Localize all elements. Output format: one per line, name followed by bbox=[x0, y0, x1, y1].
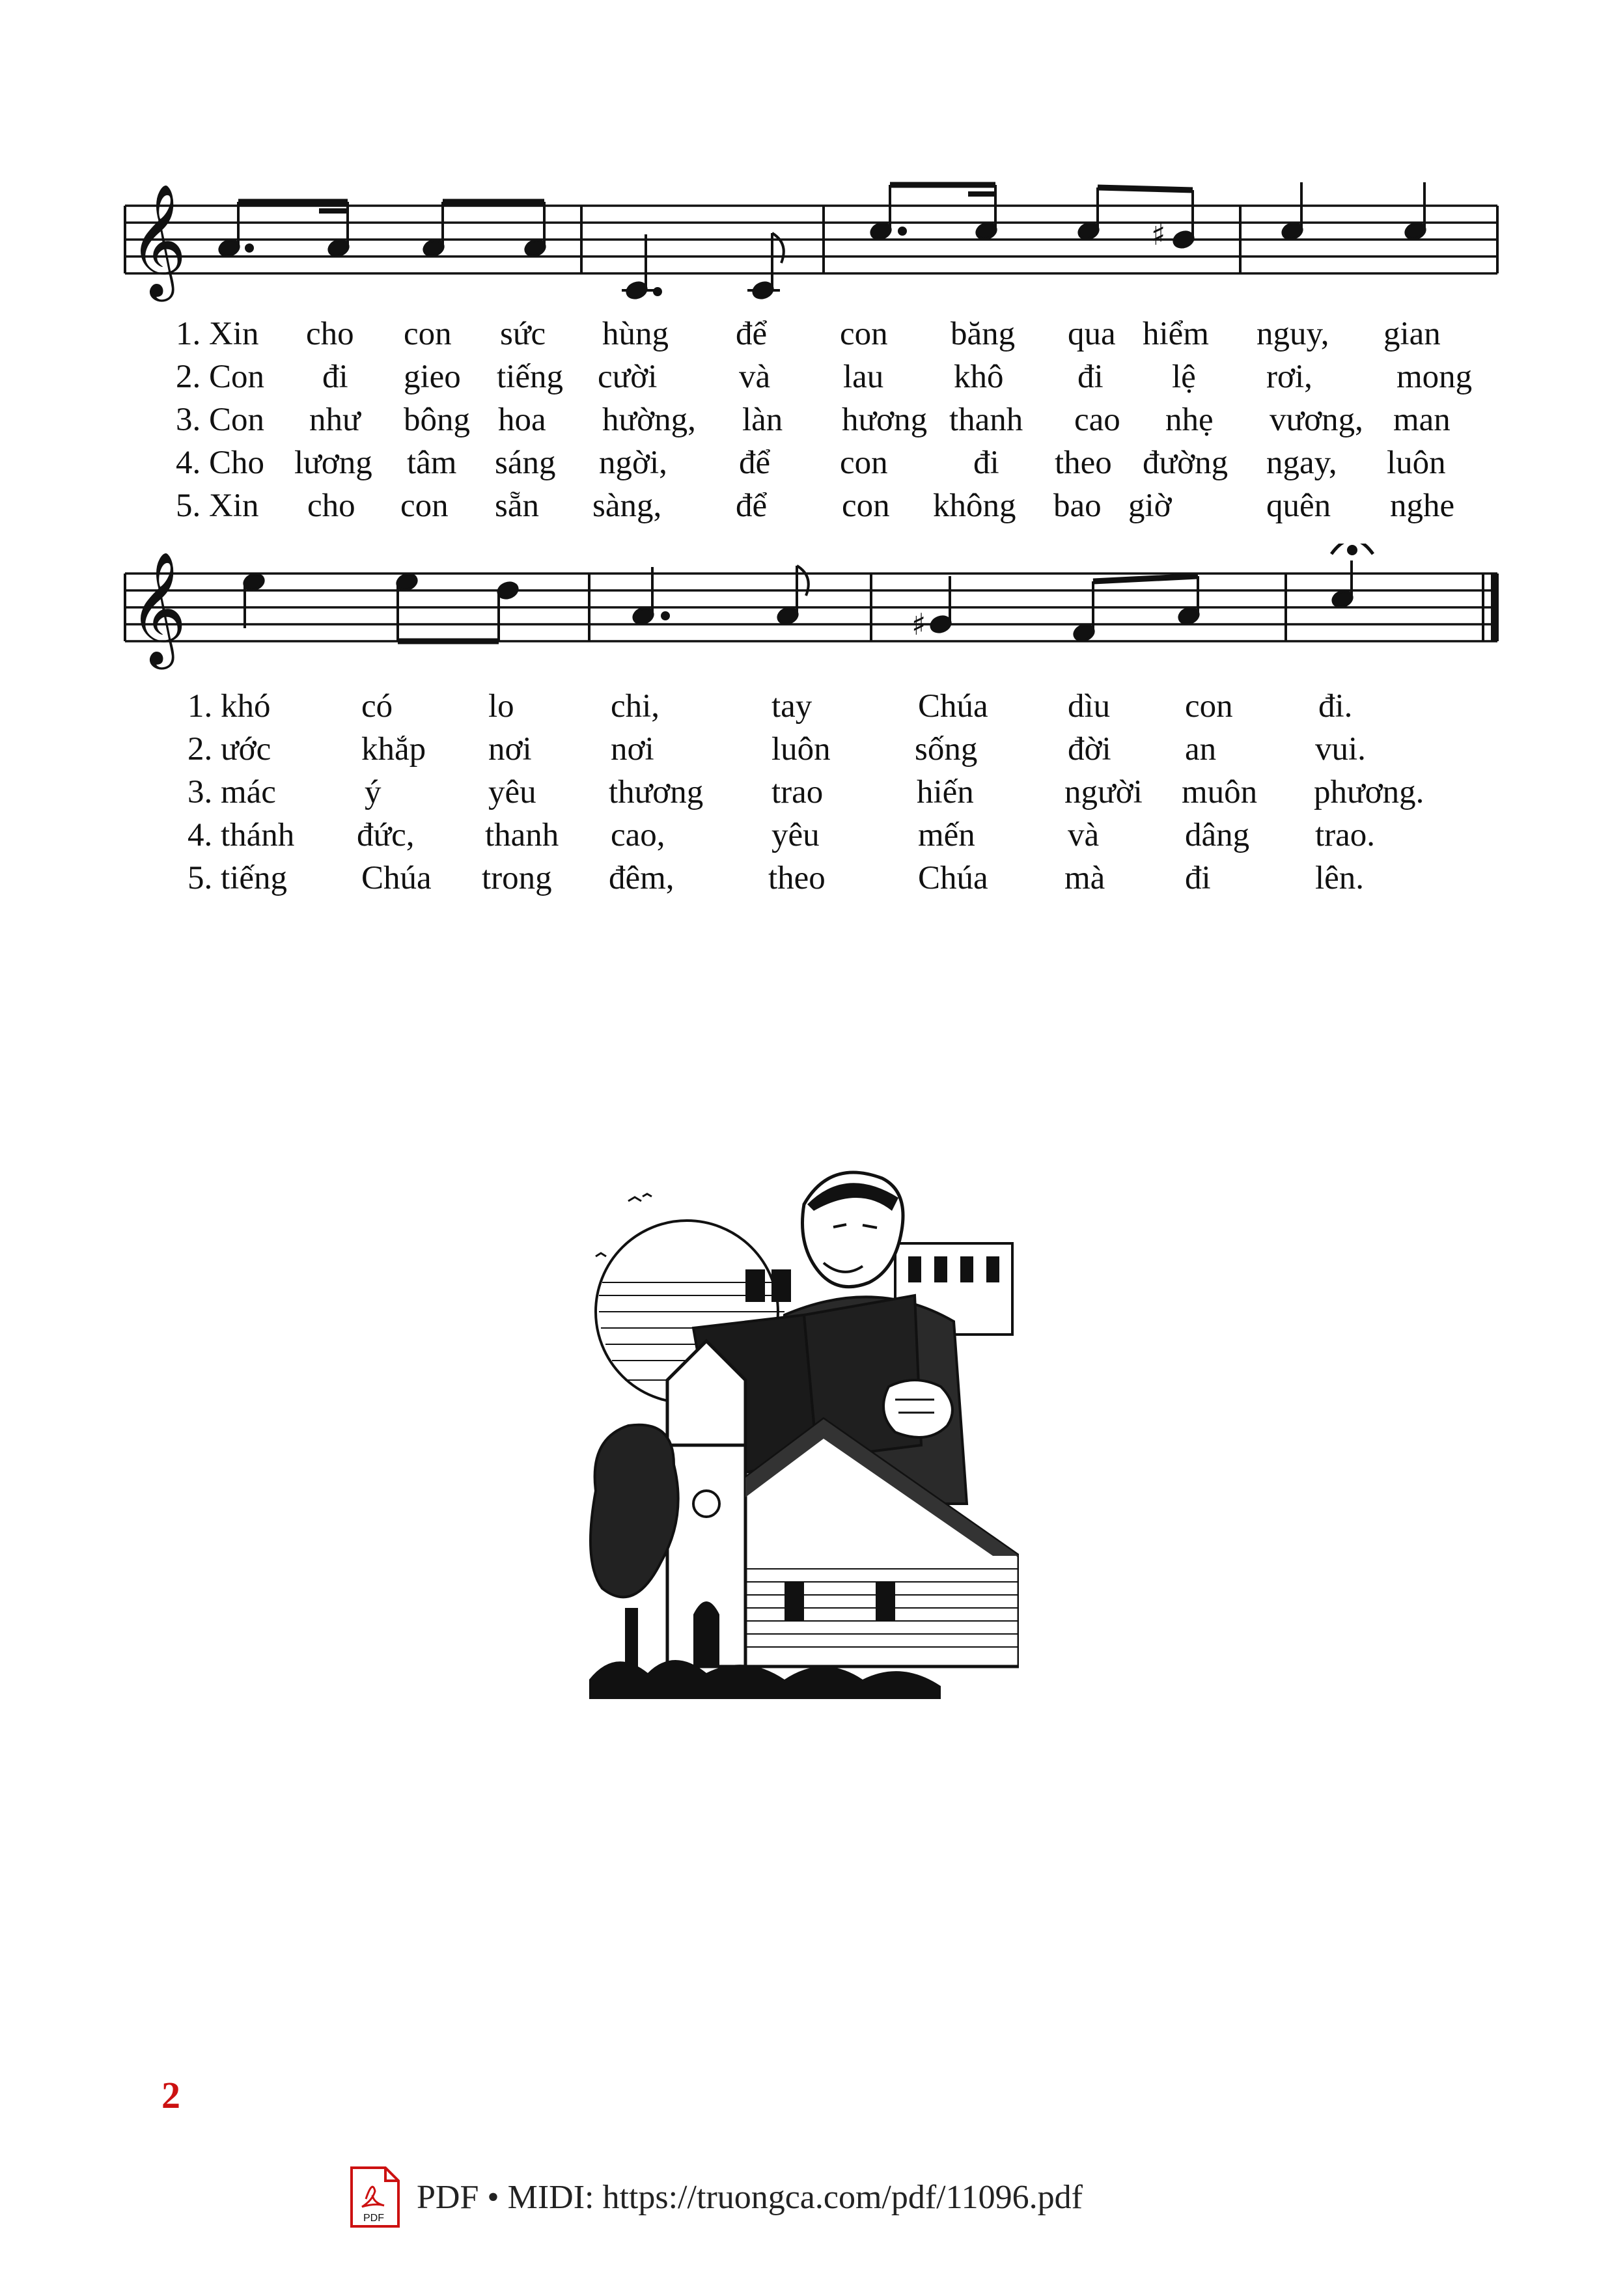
lyric-word: theo bbox=[1055, 445, 1112, 481]
lyric-word: nghe bbox=[1390, 488, 1455, 524]
lyric-line-2 bbox=[0, 361, 1597, 400]
lyric-word: lệ bbox=[1172, 359, 1196, 395]
lyric-word: tiếng bbox=[497, 359, 563, 395]
lyric-word: sàng, bbox=[592, 488, 662, 524]
lyric-word: như bbox=[309, 402, 361, 438]
lyric-word: sáng bbox=[495, 445, 556, 481]
lyric-word: phương. bbox=[1314, 774, 1424, 810]
pdf-icon-label: PDF bbox=[363, 2213, 384, 2224]
lyric-word: đi bbox=[1077, 359, 1104, 395]
lyric-word: cao, bbox=[611, 817, 665, 853]
lyric-word: người bbox=[1064, 774, 1143, 810]
lyric-word: con bbox=[400, 488, 449, 524]
lyric-word: ngay, bbox=[1266, 445, 1337, 481]
treble-clef-icon: 𝄞 bbox=[129, 184, 187, 297]
lyric-word: Chúa bbox=[361, 860, 432, 896]
lyric-word: nơi bbox=[611, 731, 654, 768]
lyric-word: và bbox=[1068, 817, 1100, 853]
lyric-word: hoa bbox=[498, 402, 546, 438]
lyric-word: thanh bbox=[949, 402, 1023, 438]
lyric-word: đi. bbox=[1318, 688, 1353, 725]
lyric-word: tâm bbox=[407, 445, 457, 481]
lyric-word: dìu bbox=[1068, 688, 1111, 725]
lyric-word: sống bbox=[915, 731, 978, 768]
measure-8 bbox=[1331, 544, 1373, 609]
svg-text:♯: ♯ bbox=[911, 607, 926, 642]
lyric-line-4 bbox=[0, 447, 1597, 486]
lyric-word: trao. bbox=[1315, 817, 1376, 853]
lyric-line-3 bbox=[0, 404, 1597, 443]
lyric-word: sức bbox=[500, 316, 546, 352]
man-reading-book-church-illustration bbox=[589, 1165, 1019, 1699]
lyric-word: để bbox=[736, 316, 768, 352]
lyric-word: gian bbox=[1383, 316, 1441, 352]
lyric-word: hùng bbox=[602, 316, 669, 352]
measure-4 bbox=[1281, 182, 1427, 241]
lyric-word: nơi bbox=[488, 731, 532, 768]
lyric-word: luôn bbox=[1387, 445, 1446, 481]
lyric-line-4 bbox=[0, 819, 1597, 858]
lyric-word: để bbox=[739, 445, 771, 481]
lyric-word: tay bbox=[771, 688, 812, 725]
lyric-word: cao bbox=[1074, 402, 1120, 438]
lyric-word: nguy, bbox=[1257, 316, 1329, 352]
lyric-word: hường, bbox=[602, 402, 696, 438]
lyric-word: làn bbox=[742, 402, 783, 438]
lyric-word: 1. Xin bbox=[176, 316, 259, 352]
lyric-word: đường bbox=[1143, 445, 1229, 481]
lyric-word: dâng bbox=[1185, 817, 1250, 853]
lyric-word: đêm, bbox=[609, 860, 674, 896]
lyric-word: thanh bbox=[485, 817, 559, 853]
lyric-word: đời bbox=[1068, 731, 1111, 768]
lyric-word: theo bbox=[768, 860, 826, 896]
lyric-word: 2. ước bbox=[187, 731, 271, 768]
lyric-word: con bbox=[1185, 688, 1233, 725]
lyric-word: muôn bbox=[1182, 774, 1258, 810]
lyric-line-3 bbox=[0, 776, 1597, 815]
lyric-word: man bbox=[1393, 402, 1451, 438]
lyric-word: bao bbox=[1053, 488, 1102, 524]
lyric-word: khắp bbox=[361, 731, 426, 768]
lyric-word: quên bbox=[1266, 488, 1331, 524]
lyric-word: 5. tiếng bbox=[187, 860, 287, 896]
lyrics-block-1 bbox=[0, 318, 1597, 533]
footer-text[interactable]: PDF • MIDI: https://truongca.com/pdf/11096.pdf bbox=[417, 2178, 1083, 2216]
treble-clef-icon: 𝄞 bbox=[129, 551, 187, 665]
page-number: 2 bbox=[161, 2074, 180, 2116]
lyric-word: mến bbox=[918, 817, 975, 853]
lyric-word: gieo bbox=[404, 359, 461, 395]
lyric-word: con bbox=[404, 316, 452, 352]
lyric-word: khô bbox=[954, 359, 1004, 395]
lyric-word: chi, bbox=[611, 688, 660, 725]
lyric-word: nhẹ bbox=[1165, 402, 1214, 438]
lyric-word: 1. khó bbox=[187, 688, 271, 725]
lyric-word: ý bbox=[365, 774, 382, 810]
lyric-word: rơi, bbox=[1266, 359, 1312, 395]
lyric-word: Chúa bbox=[918, 860, 988, 896]
pdf-file-icon bbox=[349, 2165, 401, 2229]
lyric-word: yêu bbox=[488, 774, 536, 810]
measure-2 bbox=[622, 233, 784, 300]
lyric-word: trao bbox=[771, 774, 824, 810]
measure-7 bbox=[911, 576, 1201, 643]
lyric-word: có bbox=[361, 688, 393, 725]
footer-link[interactable] bbox=[349, 2165, 1083, 2230]
lyric-line-5 bbox=[0, 490, 1597, 529]
lyric-word: cho bbox=[306, 316, 354, 352]
music-staff-system-1 bbox=[0, 176, 1597, 306]
lyric-word: và bbox=[739, 359, 771, 395]
lyric-line-1 bbox=[0, 690, 1597, 729]
lyric-word: con bbox=[840, 445, 888, 481]
lyric-word: đi bbox=[973, 445, 999, 481]
lyric-word: mong bbox=[1396, 359, 1473, 395]
lyric-word: trong bbox=[482, 860, 552, 896]
lyric-word: hiến bbox=[917, 774, 974, 810]
lyric-word: đức, bbox=[357, 817, 415, 853]
lyric-word: qua bbox=[1068, 316, 1116, 352]
lyric-word: lo bbox=[488, 688, 514, 725]
measure-6 bbox=[632, 566, 809, 626]
lyric-word: cho bbox=[307, 488, 355, 524]
measure-3 bbox=[869, 185, 1195, 252]
svg-text:♯: ♯ bbox=[1151, 217, 1166, 252]
lyric-word: sẵn bbox=[495, 488, 539, 524]
lyrics-block-2 bbox=[0, 690, 1597, 905]
lyric-word: Chúa bbox=[918, 688, 988, 725]
lyric-word: vương, bbox=[1270, 402, 1363, 438]
lyric-word: lên. bbox=[1315, 860, 1365, 896]
lyric-word: 3. mác bbox=[187, 774, 276, 810]
lyric-word: 3. Con bbox=[176, 402, 265, 438]
lyric-line-5 bbox=[0, 862, 1597, 901]
lyric-word: con bbox=[840, 316, 888, 352]
lyric-word: 4. thánh bbox=[187, 817, 295, 853]
lyric-word: không bbox=[933, 488, 1016, 524]
lyric-word: giờ bbox=[1128, 488, 1172, 524]
lyric-word: đi bbox=[1185, 860, 1211, 896]
lyric-word: băng bbox=[951, 316, 1016, 352]
lyric-word: lương bbox=[294, 445, 372, 481]
measure-1 bbox=[217, 202, 547, 258]
lyric-word: bông bbox=[404, 402, 470, 438]
music-staff-system-2 bbox=[0, 544, 1597, 674]
lyric-line-1 bbox=[0, 318, 1597, 357]
lyric-word: vui. bbox=[1315, 731, 1366, 768]
lyric-word: cười bbox=[598, 359, 658, 395]
lyric-word: mà bbox=[1064, 860, 1105, 896]
lyric-line-2 bbox=[0, 733, 1597, 772]
lyric-word: 5. Xin bbox=[176, 488, 259, 524]
lyric-word: 2. Con bbox=[176, 359, 265, 395]
lyric-word: an bbox=[1185, 731, 1217, 768]
lyric-word: 4. Cho bbox=[176, 445, 265, 481]
lyric-word: thương bbox=[609, 774, 704, 810]
lyric-word: luôn bbox=[771, 731, 831, 768]
lyric-word: để bbox=[736, 488, 768, 524]
lyric-word: ngời, bbox=[599, 445, 667, 481]
lyric-word: yêu bbox=[771, 817, 820, 853]
lyric-word: đi bbox=[322, 359, 348, 395]
lyric-word: hương bbox=[842, 402, 928, 438]
lyric-word: con bbox=[842, 488, 890, 524]
lyric-word: hiểm bbox=[1143, 316, 1209, 352]
lyric-word: lau bbox=[843, 359, 884, 395]
